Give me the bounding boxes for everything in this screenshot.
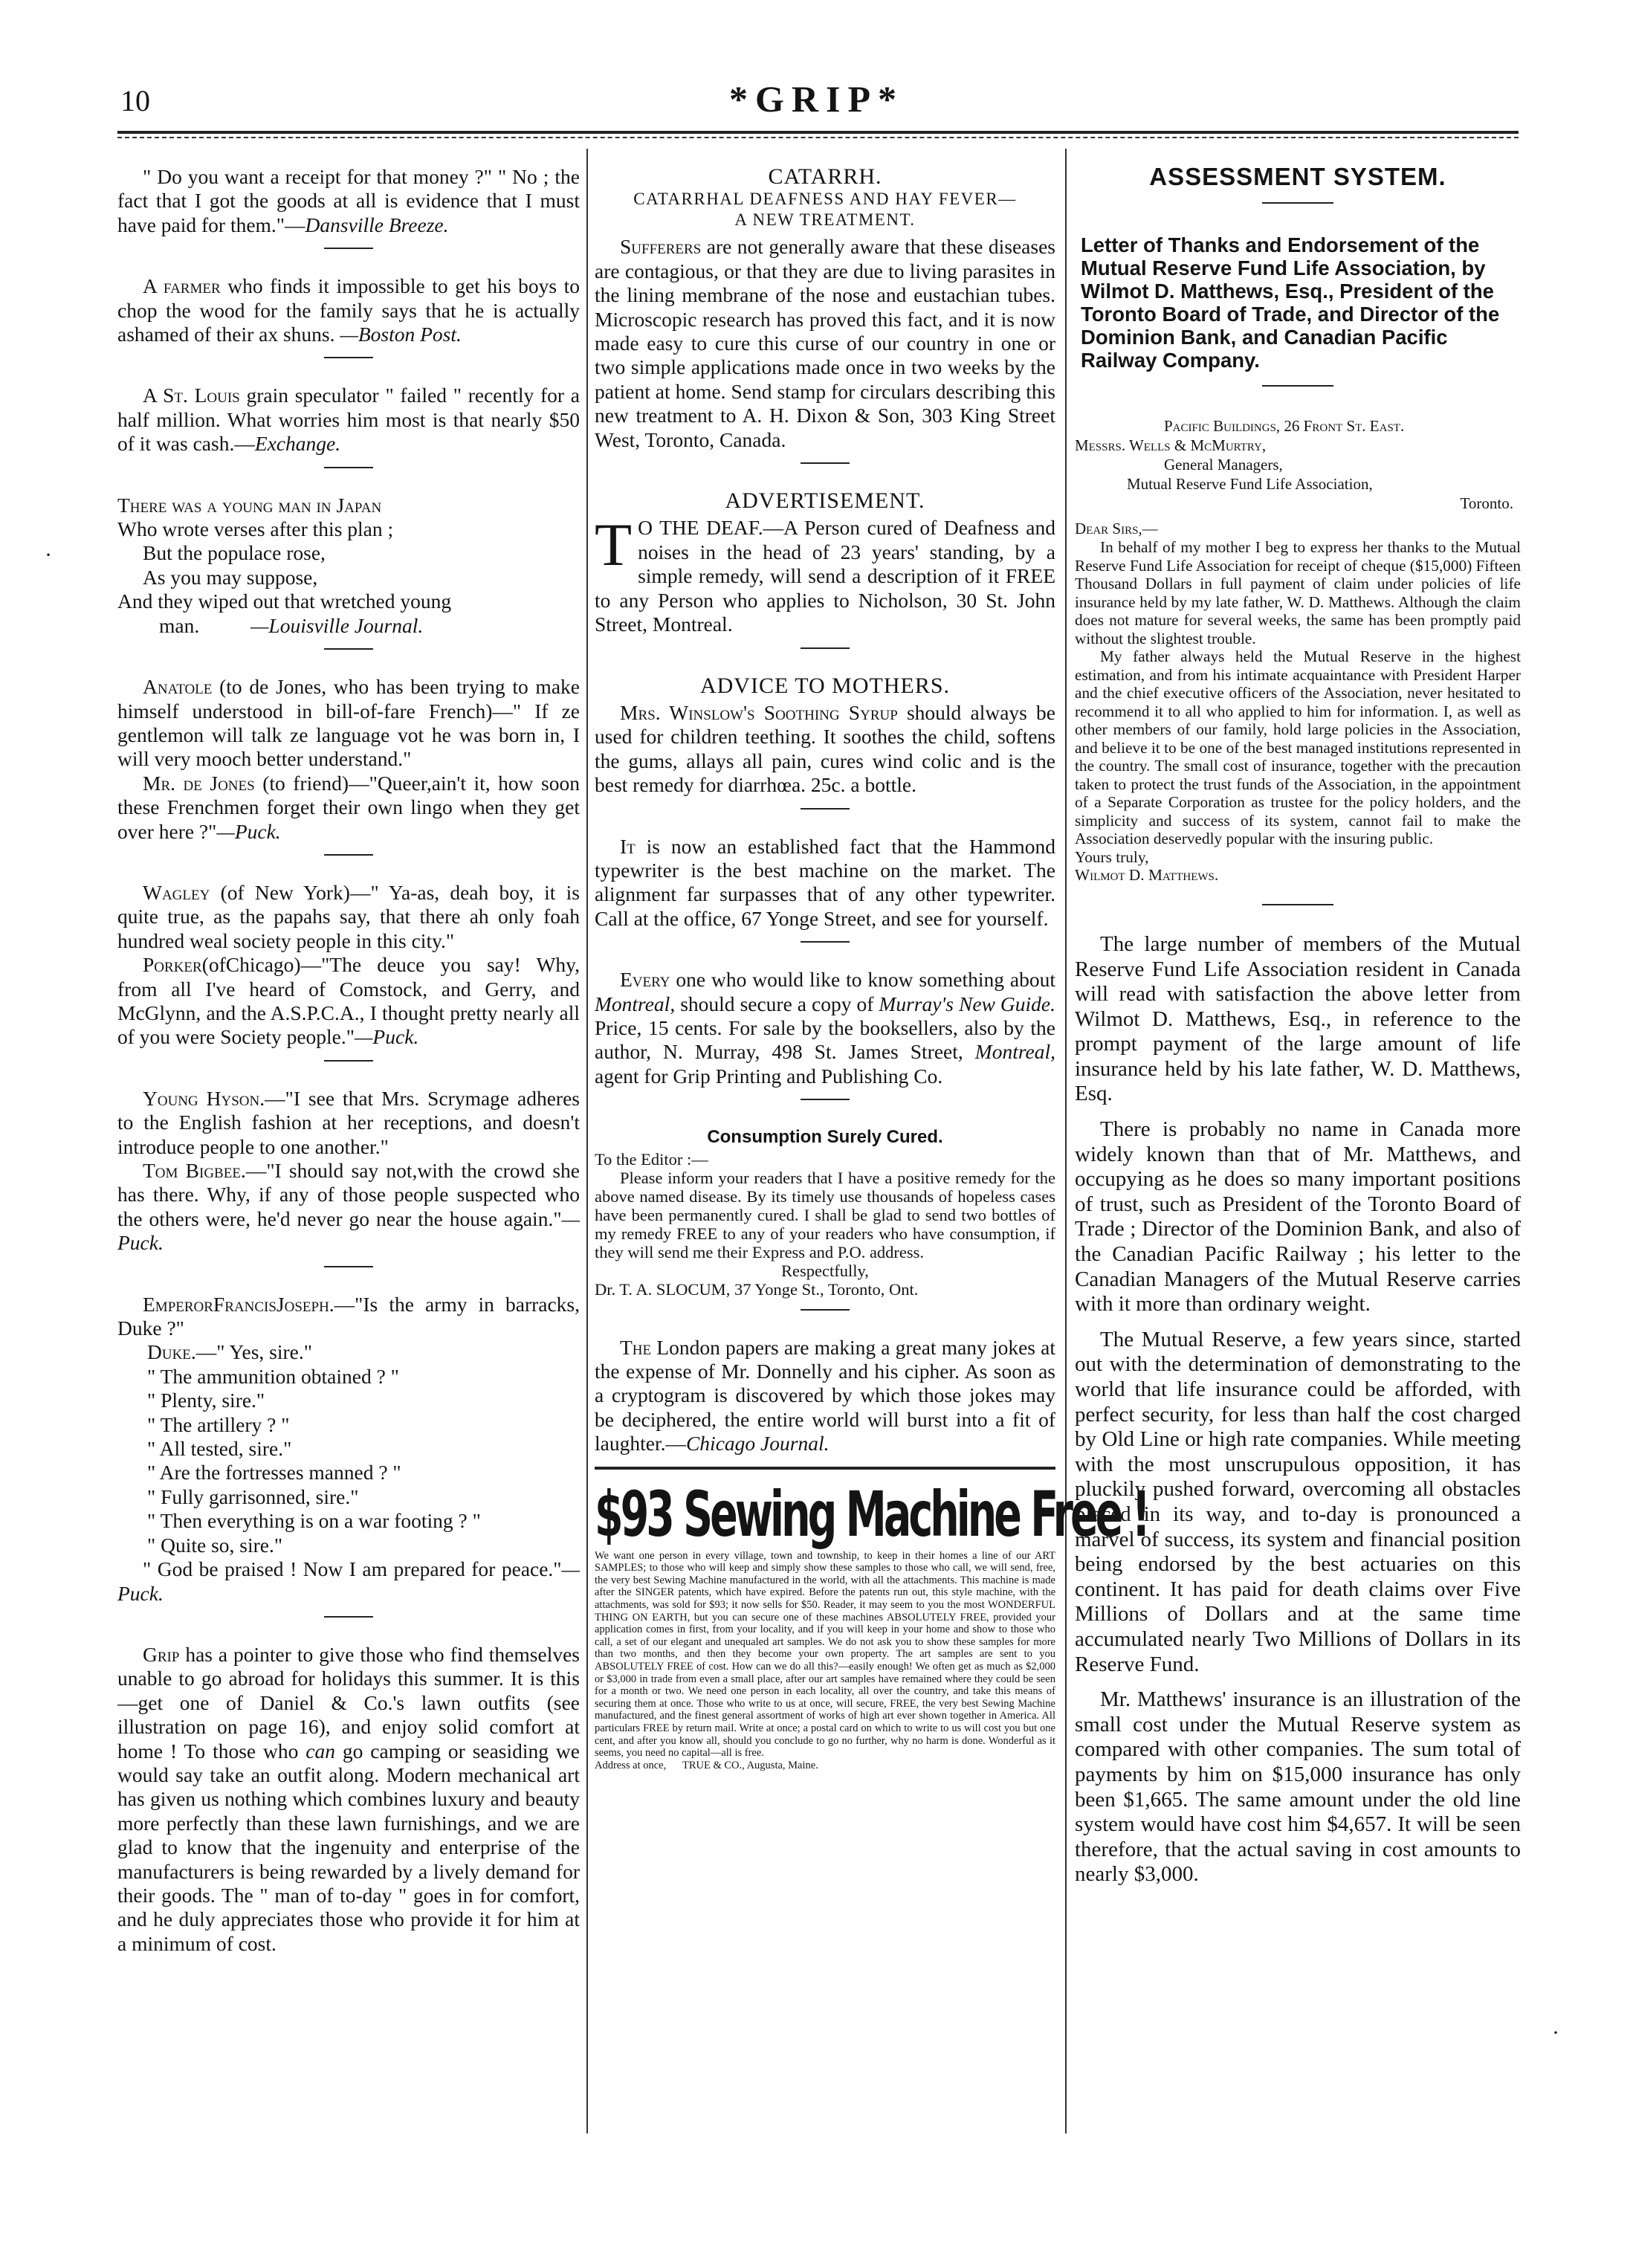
- article-lead: Grip: [143, 1642, 180, 1666]
- dialogue-line: " The ammunition obtained ? ": [147, 1364, 399, 1388]
- article-source: Exchange.: [254, 432, 341, 456]
- article-text: Price, 15 cents. For sale by the booksellers, also by the author, N. Murray, 498 St. James Street,: [595, 1015, 1055, 1064]
- letter-closing: Respectfully,: [781, 1261, 869, 1280]
- article-text: —"I see that Mrs. Scrymage adheres to the English fashion at her receptions, and doesn't introduce people to one another.": [117, 1086, 580, 1158]
- article-stlouis: [117, 384, 580, 456]
- paragraph: [117, 772, 580, 844]
- article-source: —Puck.: [216, 819, 281, 843]
- poem-line: And they wiped out that wretched young: [117, 589, 452, 613]
- article-lead: Porker: [143, 953, 202, 977]
- article-headline: Letter of Thanks and Endorsement of the Mutual Reserve Fund Life Association, by Wilmot D. Matthews, Esq., President of the Toronto Board of Trade, and Director of the Dominion Bank, and Canadian Pacific Railway Company.: [1081, 233, 1500, 372]
- paragraph: The Mutual Reserve, a few years since, started out with the determination of demonstrating to the world that life insurance could be afforded, with perfect security, for less than half the cost charged by Old Line or high rate companies. While meeting with the most unscrupulous opposition, it has pluckily pushed forward, overcoming all obstacles placed in its way, and to-day is pronounced a marvel of success, its system and financial position being endorsed by the best actuaries on this continent. It has paid for death claims over Five Millions of Dollars and at the same time accumulated nearly Two Millions of Dollars in its Reserve Fund.: [1075, 1327, 1521, 1676]
- article-source: —Boston Post.: [340, 323, 462, 346]
- article-consumption: [595, 1125, 1055, 1298]
- article-title: ADVERTISEMENT.: [725, 488, 925, 514]
- article-emperor: [117, 1293, 580, 1606]
- separator: [324, 854, 373, 856]
- paragraph: [117, 881, 580, 953]
- limerick: [117, 494, 580, 638]
- paragraph: [595, 701, 1055, 798]
- separator: [1262, 904, 1333, 905]
- letter-salutation: Dear Sirs,—: [1075, 520, 1158, 538]
- dialogue-line: " Plenty, sire.": [147, 1389, 265, 1412]
- article-text: should secure a copy of: [675, 992, 879, 1015]
- article-lead: A farmer: [143, 274, 221, 298]
- ad-address: [595, 1760, 1055, 1772]
- separator: [324, 467, 373, 468]
- article-lead: Wagley: [143, 880, 210, 904]
- separator: [801, 462, 850, 464]
- sewing-machine-ad: [595, 1467, 1148, 1772]
- article-text: —" Yes, sire.": [195, 1340, 312, 1364]
- article-lead: A St. Louis: [143, 384, 240, 407]
- page-number: 10: [120, 84, 150, 117]
- paragraph: The large number of members of the Mutual Reserve Fund Life Association resident in Canada will read with satisfaction the above letter from Wilmot D. Matthews, Esq., in reference to the prompt payment of the large amount of life insurance held by his late father, W. D. Matthews, Esq.: [1075, 931, 1521, 1106]
- paragraph: [117, 1293, 580, 1341]
- letter-closing: Yours truly,: [1075, 847, 1149, 866]
- article-anatole: [117, 675, 580, 844]
- separator: [324, 248, 373, 249]
- paragraph: [117, 1087, 580, 1159]
- article-source: Chicago Journal.: [685, 1432, 830, 1456]
- paragraph: [117, 1159, 580, 1256]
- article-emphasis: Murray's New Guide.: [879, 992, 1055, 1015]
- column-1: [117, 165, 580, 2135]
- article-hyson: [117, 1087, 580, 1256]
- separator: [801, 647, 850, 649]
- dialogue-line: " Are the fortresses manned ? ": [147, 1461, 401, 1484]
- ad-title: $93 Sewing Machine Free !: [595, 1477, 1148, 1551]
- poem-line: As you may suppose,: [143, 565, 318, 589]
- article-text: (to friend)—"Queer,ain't it, how soon these Frenchmen forget their own lingo when they get over here ?": [117, 771, 580, 843]
- article-title: Consumption Surely Cured.: [707, 1127, 943, 1148]
- margin-dot: ·: [45, 543, 52, 567]
- article-wagley: [117, 881, 580, 1050]
- article-source: —Puck.: [117, 1557, 580, 1605]
- article-lead: The: [620, 1335, 652, 1359]
- dialogue-line: " Fully garrisonned, sire.": [147, 1484, 359, 1508]
- article-text: (of New York)—" Ya-as, deah boy, it is quite true, as the papahs say, that there ah only foah hundred weal society people in this city.": [117, 880, 580, 952]
- article-text: go camping or seasiding we would say take an outfit along. Modern mechanical art has given us nothing which combines luxury and beauty more perfectly than these lawn furnishings, and we are glad to know that the ingenuity and enterprise of the manufacturers is being rewarded by a lively demand for their goods. The " man of to-day " goes in for comfort, and he duly appreciates those who provide it for him at a minimum of cost.: [117, 1739, 580, 1955]
- paragraph: [117, 1557, 580, 1606]
- article-text: who finds it impossible to get his boys to chop the wood for the family says that he is actually ashamed of their ax shuns.: [117, 274, 580, 346]
- dialogue-line: " The artillery ? ": [147, 1412, 290, 1436]
- separator: [324, 648, 373, 650]
- article-title: CATARRH.: [768, 164, 882, 189]
- separator: [324, 1060, 373, 1062]
- poem-text: man.: [159, 613, 200, 637]
- article-text: should always be used for children teething. It soothes the child, softens the gums, allays all pain, cures wind colic and is the best remedy for diarrhœa. 25c. a bottle.: [595, 700, 1055, 797]
- separator: [324, 1616, 373, 1618]
- poem-line: [117, 614, 580, 638]
- header-rule: [117, 131, 1519, 134]
- article-text: (ofChicago)—"The deuce you say! Why, from all I've heard of Comstock, and Gerry, and McGlynn, and the A.S.P.C.A., I thought pretty nearly all of you were Society people.": [117, 953, 580, 1049]
- separator: [1262, 385, 1333, 387]
- article-lead: Young Hyson.: [143, 1086, 265, 1110]
- article-mothers: [595, 674, 1055, 798]
- poem-line: Who wrote verses after this plan ;: [117, 517, 394, 541]
- article-farmer: [117, 274, 580, 346]
- poem-line: But the populace rose,: [143, 541, 326, 565]
- column-divider: [586, 149, 588, 2133]
- article-hammond: [595, 835, 1055, 931]
- article-text: " God be praised ! Now I am prepared for peace.": [143, 1557, 562, 1581]
- article-lead: Duke.: [147, 1340, 196, 1364]
- separator: [801, 1309, 850, 1311]
- paragraph: There is probably no name in Canada more widely known than that of Mr. Matthews, and occupying as he does so many important positions of trust, such as President of the Toronto Board of Trade ; Director of the Dominion Bank, and also of the Canadian Pacific Railway ; his letter to the Canadian Managers of the Mutual Reserve carries with it more than ordinary weight.: [1075, 1117, 1521, 1316]
- dialogue-line: " Then everything is on a war footing ? ": [147, 1509, 481, 1533]
- article-lead: Sufferers: [620, 235, 702, 259]
- article-text: Please inform your readers that I have a positive remedy for the above named disease. By its timely use thousands of hopeless cases have been permanently cured. I shall be glad to send two bottles of my remedy FREE to any of your readers who have consumption, if they will send me their Express and P.O. address.: [595, 1168, 1055, 1261]
- article-lead: Mrs. Winslow's Soothing Syrup: [620, 700, 898, 724]
- drop-cap: T: [595, 511, 633, 579]
- article-donnelly: [595, 1336, 1055, 1456]
- margin-dot: ·: [1552, 2020, 1559, 2045]
- article-lead: Every: [620, 968, 670, 992]
- address-line: Pacific Buildings, 26 Front St. East.: [1164, 417, 1405, 436]
- address-line: General Managers,: [1164, 456, 1283, 474]
- letter-signature: Wilmot D. Matthews.: [1075, 866, 1219, 885]
- article-emphasis: Montreal,: [595, 992, 676, 1015]
- article-grip: [117, 1643, 580, 1956]
- separator: [324, 1266, 373, 1267]
- article-source: —Louisville Journal.: [250, 613, 424, 637]
- letter-salutation: To the Editor :—: [595, 1149, 708, 1169]
- article-text: are not generally aware that these diseases are contagious, or that they are due to living parasites in the lining membrane of the nose and eustachian tubes. Microscopic research has proved this fact, and it is now made easy to cure this curse of our country in one or two simple applications made once in two weeks by the patient at home. Send stamp for circulars describing this new treatment to A. H. Dixon & Son, 303 King Street West, Toronto, Canada.: [595, 235, 1055, 451]
- article-text: is now an established fact that the Hammond typewriter is the best machine on the market. The alignment far surpasses that of any other typewriter. Call at the office, 67 Yonge Street, and see for yourself.: [595, 834, 1055, 930]
- article-text: London papers are making a great many jokes at the expense of Mr. Donnelly and his cipher. As soon as a cryptogram is discovered by which those jokes may be deciphered, the entire world will burst into a fit of laughter.—: [595, 1335, 1055, 1456]
- letter-address: [1075, 416, 1521, 538]
- article-source: Dansville Breeze.: [305, 213, 449, 236]
- article-text: —"Is the army in barracks, Duke ?": [117, 1292, 580, 1340]
- dialogue-line: " All tested, sire.": [147, 1437, 292, 1461]
- article-text: (to de Jones, who has been trying to make himself understood in bill-of-fare French)—" If ze gentlemon will talk ze language vot he was born in, I will very mooch better understand.": [117, 675, 580, 771]
- dialogue-line: [117, 1340, 580, 1364]
- address-line: Toronto.: [1460, 494, 1513, 513]
- letter-paragraph: In behalf of my mother I beg to express her thanks to the Mutual Reserve Fund Life Association for receipt of cheque ($15,000) Fifteen Thousand Dollars in full payment of claim under policies of life insurance held by my late father, W. D. Matthews. Although the claim does not mature for several weeks, the same has been promptly paid without the slightest trouble.: [1075, 538, 1521, 647]
- column-3: [1075, 165, 1521, 2135]
- article-lead: Tom Bigbee.: [143, 1159, 246, 1182]
- separator: [801, 808, 850, 810]
- dialogue-line: " Quite so, sire.": [147, 1533, 283, 1557]
- separator: [1262, 202, 1333, 204]
- article-text: —"I should say not,with the crowd she has there. Why, if any of those people suspected who the others were, he'd never go near the house again.": [117, 1159, 580, 1230]
- article-title: ASSESSMENT SYSTEM.: [1149, 163, 1446, 190]
- paragraph: [595, 235, 1055, 452]
- header-dashed-rule: [117, 137, 1519, 138]
- article-text: agent for Grip Printing and Publishing Co.: [595, 1064, 943, 1088]
- masthead: *GRIP*: [729, 78, 904, 120]
- paragraph: Mr. Matthews' insurance is an illustration of the small cost under the Mutual Reserve system as compared with other companies. The sum total of payments by him on $15,000 insurance has only been $1,665. The same amount under the old line system would have cost him $4,657. It will be seen therefore, that the actual saving in cost amounts to nearly $3,000.: [1075, 1687, 1521, 1887]
- article-text: " Do you want a receipt for that money ?" " No ; the fact that I got the goods at all is evidence that I must have paid for them."—: [117, 165, 580, 236]
- ad-text: We want one person in every village, town and township, to keep in their homes a line of our ART SAMPLES; to those who will keep and simply show these samples to those who call, we will send, free, the very best Sewing Machine manufactured in the world, with all the attachments. This machine is made after the SINGER patents, which have expired. Before the patents run out, this style machine, with the attachments, was sold for $93; it now sells for $50. Reader, it may seem to you the most WONDERFUL THING ON EARTH, but you can secure one of these machines ABSOLUTELY FREE, provided your application comes in first, from your locality, and if you will keep in your home and show to those who call, a set of our elegant and unequaled art samples. We do not ask you to show these samples for more than two months, and then they become your own property. The art samples are sent to you ABSOLUTELY FREE of cost. How can we do all this?—easily enough! We often get as much as $2,000 or $3,000 in trade from even a small place, after our art samples have remained where they could be seen for a month or two. We need one person in each locality, all over the country, and take this means of securing them at once. Those who write to us at once, will secure, FREE, the very best Sewing Machine manufactured, and the finest general assortment of works of high art ever shown together in America. All particulars FREE by return mail. Write at once; a postal card on which to write to us will cost you but one cent, and after you know all, should you conclude to go no further, why no harm is done. Wonderful as it seems, you need no capital—all is free.: [595, 1549, 1055, 1760]
- article-emphasis: Montreal,: [974, 1040, 1055, 1064]
- separator: [801, 1099, 850, 1100]
- article-catarrh: [595, 165, 1055, 452]
- separator: [324, 357, 373, 358]
- article-lead: EmperorFrancisJoseph.: [143, 1292, 334, 1316]
- address-line: Messrs. Wells & McMurtry,: [1075, 436, 1267, 455]
- article-lead: Anatole: [143, 675, 213, 699]
- paragraph: [595, 511, 1055, 636]
- article-advertisement: [595, 489, 1055, 636]
- article-emphasis: can: [305, 1739, 335, 1763]
- article-text: one who would like to know something about: [670, 968, 1055, 992]
- article-lead: It: [620, 834, 636, 858]
- article-text: O THE DEAF.—A Person cured of Deafness and noises in the head of 23 years' standing, by a simple remedy, will send a description of it FREE to any Person who applies to Nicholson, 30 St. John Street, Montreal.: [595, 516, 1055, 636]
- article-text: has a pointer to give those who find themselves unable to go abroad for holidays this summer. It is this—get one of Daniel & Co.'s lawn outfits (see illustration on page 16), and enjoy solid comfort at home ! To those who: [117, 1642, 580, 1763]
- article-text: grain speculator " failed " recently for a half million. What worries him most is that nearly $50 of it was cash.—: [117, 384, 580, 456]
- article-subtitle: CATARRHAL DEAFNESS AND HAY FEVER—: [633, 190, 1017, 209]
- letter-signature: Dr. T. A. SLOCUM, 37 Yonge St., Toronto, Ont.: [595, 1279, 919, 1299]
- paragraph: [117, 953, 580, 1050]
- paragraph: [117, 675, 580, 772]
- article-title: ADVICE TO MOTHERS.: [699, 673, 951, 698]
- poem-line: There was a young man in Japan: [117, 493, 382, 517]
- ad-address-value: TRUE & CO., Augusta, Maine.: [682, 1759, 818, 1771]
- separator: [801, 941, 850, 943]
- column-divider: [1065, 149, 1067, 2133]
- article-source: —Puck.: [117, 1206, 580, 1255]
- article-receipt: [117, 165, 580, 237]
- article-source: —Puck.: [354, 1025, 419, 1049]
- article-lead: Mr. de Jones: [143, 771, 255, 795]
- letter-paragraph: My father always held the Mutual Reserve in the highest estimation, and from his intimate acquaintance with President Harper and the chief executive officers of the Association, never hesitated to recommend it to all who applied to him for information. I, as well as other members of our family, hold large policies in the Association, and believe it to be one of the best managed institutions represented in the country. The small cost of insurance, together with the precaution taken to protect the trust funds of the Association, in the appointment of a Separate Corporation as trustee for the policy holders, and the simplicity and success of its system, cannot fail to make the Association deservedly popular with the insuring public.: [1075, 647, 1521, 848]
- address-line: Mutual Reserve Fund Life Association,: [1127, 475, 1373, 494]
- article-montreal: [595, 968, 1055, 1088]
- article-subtitle: A NEW TREATMENT.: [734, 210, 916, 230]
- ad-address-label: Address at once,: [595, 1759, 667, 1771]
